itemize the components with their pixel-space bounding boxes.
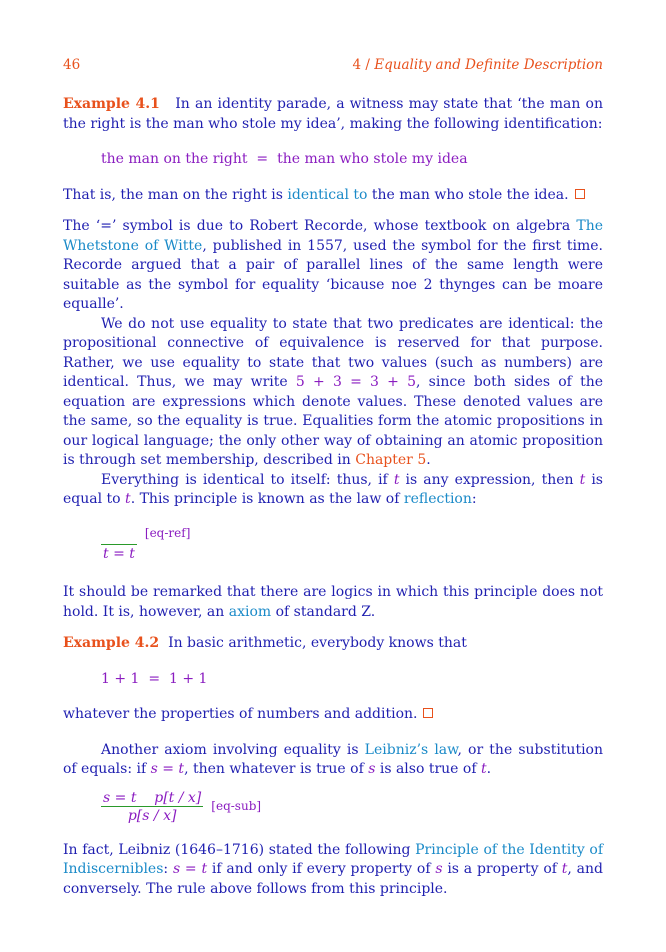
page xyxy=(63,56,603,899)
rule-name: [eq-ref] xyxy=(144,525,191,540)
example-4-2-conclusion xyxy=(63,705,603,725)
text-run: , then whatever is true of xyxy=(184,761,369,777)
header-separator: / xyxy=(365,57,370,73)
paragraph-axiom xyxy=(63,583,603,622)
text-run: , since both sides of the equation are expressions which denote values. These denoted values are the same, so the equality is true. Equalities form the atomic propositions in our logical language; the only other way of obtaining an atomic proposition is through set membership, described in xyxy=(63,374,603,468)
math-expr: s = t xyxy=(172,861,208,877)
text-run: is any expression, then xyxy=(399,471,580,488)
rule-eq-sub xyxy=(63,790,603,825)
term-reflection: reflection xyxy=(403,491,472,507)
text-run: the man who stole the idea. xyxy=(367,186,569,203)
paragraph-predicates xyxy=(63,315,603,471)
text-run: The ‘=’ symbol is due to Robert Recorde, whose textbook on algebra xyxy=(63,218,577,234)
term-identical-to: identical to xyxy=(287,186,368,203)
paragraph-recorde xyxy=(63,217,603,315)
page-number: 46 xyxy=(63,57,81,73)
chapter-link[interactable]: Chapter 5 xyxy=(355,452,427,468)
text-run: is also true of xyxy=(375,761,481,777)
text-run: is a property of xyxy=(442,861,562,877)
qed-box-icon xyxy=(423,708,433,718)
identification-display xyxy=(63,150,603,170)
inference-rule xyxy=(101,530,137,563)
rule-conclusion: p[s / x] xyxy=(127,807,177,824)
book-title: The Whetstone of Witte xyxy=(63,218,603,254)
math-var: t xyxy=(393,471,400,488)
math-var: t xyxy=(125,491,131,507)
text-run: , or the substitution of equals: if xyxy=(63,741,604,777)
rule-eq-ref xyxy=(63,524,603,564)
paragraph-reflection xyxy=(63,471,603,510)
running-header xyxy=(63,56,603,76)
term-axiom: axiom xyxy=(228,603,272,620)
text-run: Another axiom involving equality is xyxy=(101,741,365,758)
running-title xyxy=(353,56,603,76)
chapter-number: 4 xyxy=(352,57,362,73)
paragraph-indiscernibles xyxy=(63,841,603,900)
text-run: : xyxy=(163,861,173,877)
example-label: Example 4.1 xyxy=(63,96,160,112)
math-expr: 5 + 3 = 3 + 5 xyxy=(295,374,417,390)
inference-rule xyxy=(101,790,203,825)
text-run: That is, the man on the right is xyxy=(63,186,288,203)
display-lhs: the man on the right xyxy=(101,151,248,167)
text-run: . xyxy=(486,761,492,777)
text-run: , and conversely. The rule above follows from this principle. xyxy=(63,861,603,897)
math-var: s xyxy=(368,761,376,777)
text-run: , published in 1557, used the symbol for the first time. Recorde argued that a pair of parallel lines of the same length were suitable as the symbol for equality ‘bicause noe 2 thynges can be moare equalle’. xyxy=(63,237,603,312)
rule-conclusion: t = t xyxy=(103,546,135,562)
text-run: It should be remarked that there are logics in which this principle does not hold. It is, however, an xyxy=(63,584,603,620)
rule-premise: s = t p[t / x] xyxy=(103,789,202,806)
example-text: In basic arithmetic, everybody knows that xyxy=(168,635,467,651)
math-var: t xyxy=(480,761,487,777)
text-run: In fact, Leibniz (1646–1716) stated the following xyxy=(63,841,416,858)
text-run: We do not use equality to state that two predicates are identical: the propositional connective of equivalence is reserved for that purpose. Rather, we use equality to state that two values (such as numbers) are identical. Thus, we may write xyxy=(63,315,603,390)
example-text: In an identity parade, a witness may state that ‘the man on the right is the man who stole my idea’, making the following identification: xyxy=(63,96,603,132)
example-label: Example 4.2 xyxy=(63,635,160,651)
math-var: t xyxy=(579,471,586,488)
text-run: whatever the properties of numbers and addition. xyxy=(63,706,418,722)
example-4-1-conclusion xyxy=(63,186,603,206)
arith-display: 1 + 1 = 1 + 1 xyxy=(101,670,208,687)
text-run: if and only if every property of xyxy=(207,861,436,877)
chapter-title: Equality and Definite Description xyxy=(374,57,603,73)
example-4-1 xyxy=(63,95,603,134)
display-rhs: the man who stole my idea xyxy=(277,151,468,167)
math-var: s xyxy=(435,861,443,877)
rule-name: [eq-sub] xyxy=(211,799,262,814)
text-run: Everything is identical to itself: thus, if xyxy=(101,471,394,488)
example-4-2 xyxy=(63,634,603,654)
text-run: is equal to xyxy=(63,471,603,507)
text-run: : xyxy=(471,491,477,507)
paragraph-leibniz-law xyxy=(63,741,603,780)
text-run: . This principle is known as the law of xyxy=(130,491,404,507)
qed-box-icon xyxy=(575,189,585,199)
term-leibniz-law: Leibniz’s law xyxy=(364,741,458,758)
math-expr: s = t xyxy=(150,761,185,777)
term-identity-of-indiscernibles: Principle of the Identity of Indiscernibles xyxy=(63,841,604,877)
rule-premise xyxy=(101,530,137,545)
display-eq: = xyxy=(256,151,269,167)
text-run: of standard Z. xyxy=(271,603,376,620)
text-run: . xyxy=(426,452,431,468)
math-var: t xyxy=(561,861,568,877)
